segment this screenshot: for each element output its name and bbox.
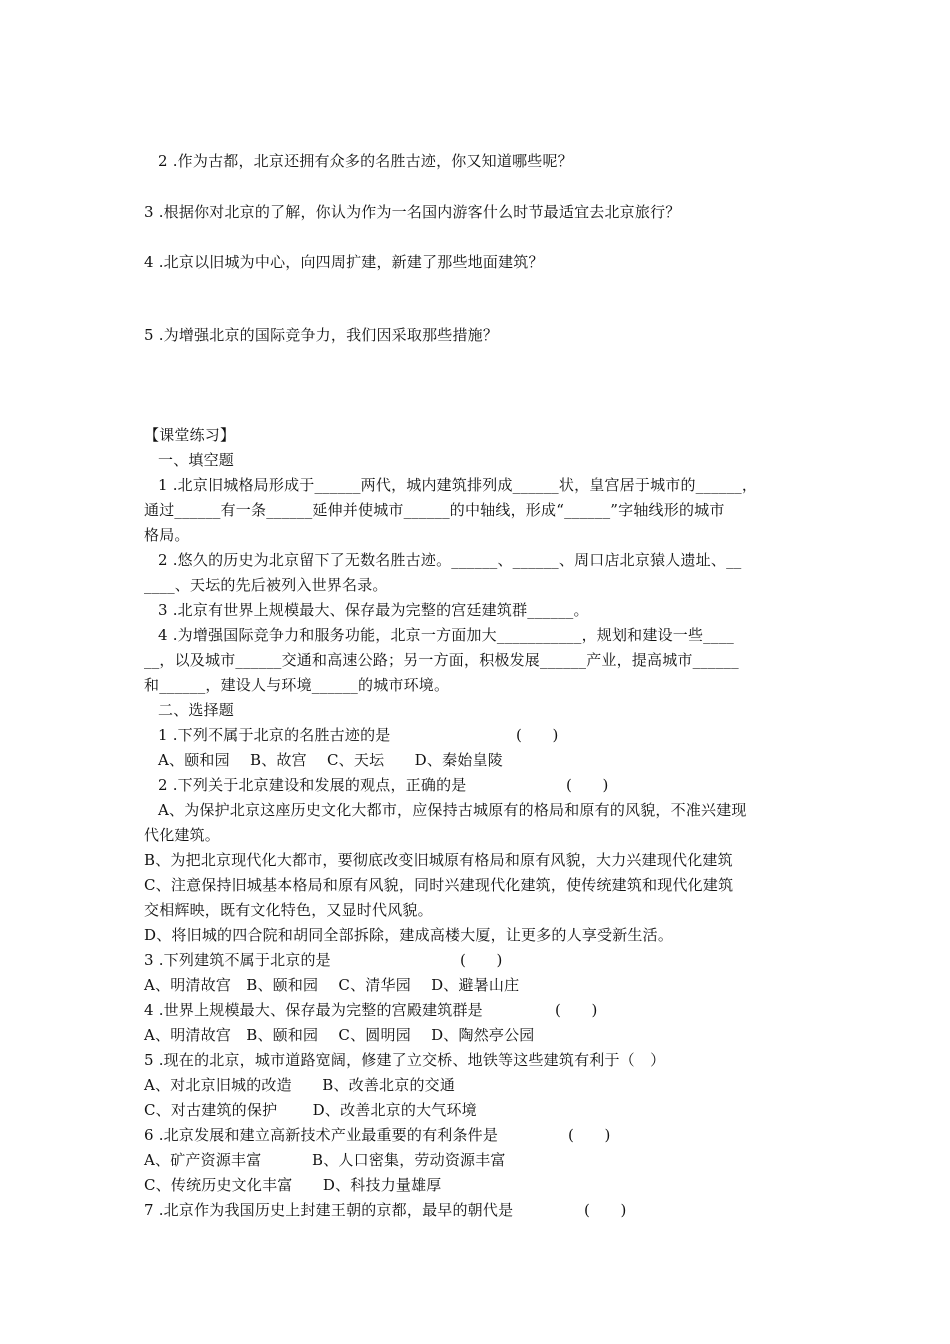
- question-stem: 7 .北京作为我国历史上封建王朝的京都，最早的朝代是: [144, 1201, 514, 1219]
- answer-paren: ( ): [460, 951, 503, 969]
- option-line: A、对北京旧城的改造 B、改善北京的交通: [144, 1076, 456, 1094]
- answer-paren: ( ): [584, 1201, 627, 1219]
- option-line: 代化建筑。: [144, 826, 221, 844]
- question-2: 2 .作为古都，北京还拥有众多的名胜古迹，你又知道哪些呢？: [158, 152, 573, 170]
- choice-q7: [144, 1199, 824, 1221]
- question-stem: 1 .下列不属于北京的名胜古迹的是: [158, 726, 391, 744]
- question-stem: 2 .下列关于北京建设和发展的观点，正确的是: [158, 776, 467, 794]
- question-stem: 6 .北京发展和建立高新技术产业最重要的有利条件是: [144, 1126, 499, 1144]
- option-line: D、将旧城的四合院和胡同全部拆除，建成高楼大厦，让更多的人享受新生活。: [144, 926, 674, 944]
- question-3: 3 .根据你对北京的了解，你认为作为一名国内游客什么时节最适宜去北京旅行？: [144, 203, 681, 221]
- fill-section-title: 一、填空题: [158, 451, 235, 469]
- fill-line: 和______，建设人与环境______的城市环境。: [144, 676, 450, 694]
- question-stem: 3 .下列建筑不属于北京的是: [144, 951, 331, 969]
- answer-paren: ( ): [568, 1126, 611, 1144]
- question-5: 5 .为增强北京的国际竞争力，我们因采取那些措施？: [144, 326, 499, 344]
- fill-line: 通过______有一条______延伸并使城市______的中轴线，形成“______”字轴线形的城市: [144, 501, 725, 519]
- fill-line: 4 .为增强国际竞争力和服务功能，北京一方面加大___________，规划和建设一些____: [158, 626, 734, 644]
- option-line: C、传统历史文化丰富 D、科技力量雄厚: [144, 1176, 442, 1194]
- question-stem: 4 .世界上规模最大、保存最为完整的宫殿建筑群是: [144, 1001, 483, 1019]
- option-line: 交相辉映，既有文化特色，又显时代风貌。: [144, 901, 433, 919]
- option-line: A、为保护北京这座历史文化大都市，应保持古城原有的格局和原有的风貌，不准兴建现: [158, 801, 747, 819]
- fill-line: 3 .北京有世界上规模最大、保存最为完整的宫廷建筑群______。: [158, 601, 589, 619]
- option-line: A、矿产资源丰富 B、人口密集，劳动资源丰富: [144, 1151, 506, 1169]
- fill-line: 2 .悠久的历史为北京留下了无数名胜古迹。______、______、周口店北京猿人遗址、__: [158, 551, 742, 569]
- choice-q3: [144, 949, 824, 971]
- choice-q4-options: A、明清故宫 B、颐和园 C、圆明园 D、陶然亭公园: [144, 1026, 535, 1044]
- fill-line: ____、天坛的先后被列入世界名录。: [144, 576, 388, 594]
- fill-line: 1 .北京旧城格局形成于______两代，城内建筑排列成______状，皇宫居于城市的______，: [158, 476, 758, 494]
- fill-line: 格局。: [144, 526, 190, 544]
- question-4: 4 .北京以旧城为中心，向四周扩建，新建了那些地面建筑？: [144, 253, 544, 271]
- choice-q4: [144, 999, 824, 1021]
- choice-q5: 5 .现在的北京，城市道路宽阔，修建了立交桥、地铁等这些建筑有利于（ ）: [144, 1051, 666, 1069]
- option-line: B、为把北京现代化大都市，要彻底改变旧城原有格局和原有风貌，大力兴建现代化建筑: [144, 851, 733, 869]
- option-line: C、对古建筑的保护 D、改善北京的大气环境: [144, 1101, 477, 1119]
- answer-paren: ( ): [555, 1001, 598, 1019]
- fill-line: __，以及城市______交通和高速公路；另一方面，积极发展______产业，提高城市______: [144, 651, 739, 669]
- answer-paren: ( ): [516, 726, 559, 744]
- option-line: C、注意保持旧城基本格局和原有风貌，同时兴建现代化建筑，使传统建筑和现代化建筑: [144, 876, 734, 894]
- choice-section-title: 二、选择题: [158, 701, 235, 719]
- choice-q6: [144, 1124, 824, 1146]
- choice-q3-options: A、明清故宫 B、颐和园 C、清华园 D、避暑山庄: [144, 976, 520, 994]
- choice-q1: [158, 724, 838, 746]
- choice-q1-options: A、颐和园 B、故宫 C、天坛 D、秦始皇陵: [158, 751, 503, 769]
- practice-heading: 【课堂练习】: [144, 426, 236, 444]
- answer-paren: ( ): [566, 776, 609, 794]
- choice-q2: [158, 774, 838, 796]
